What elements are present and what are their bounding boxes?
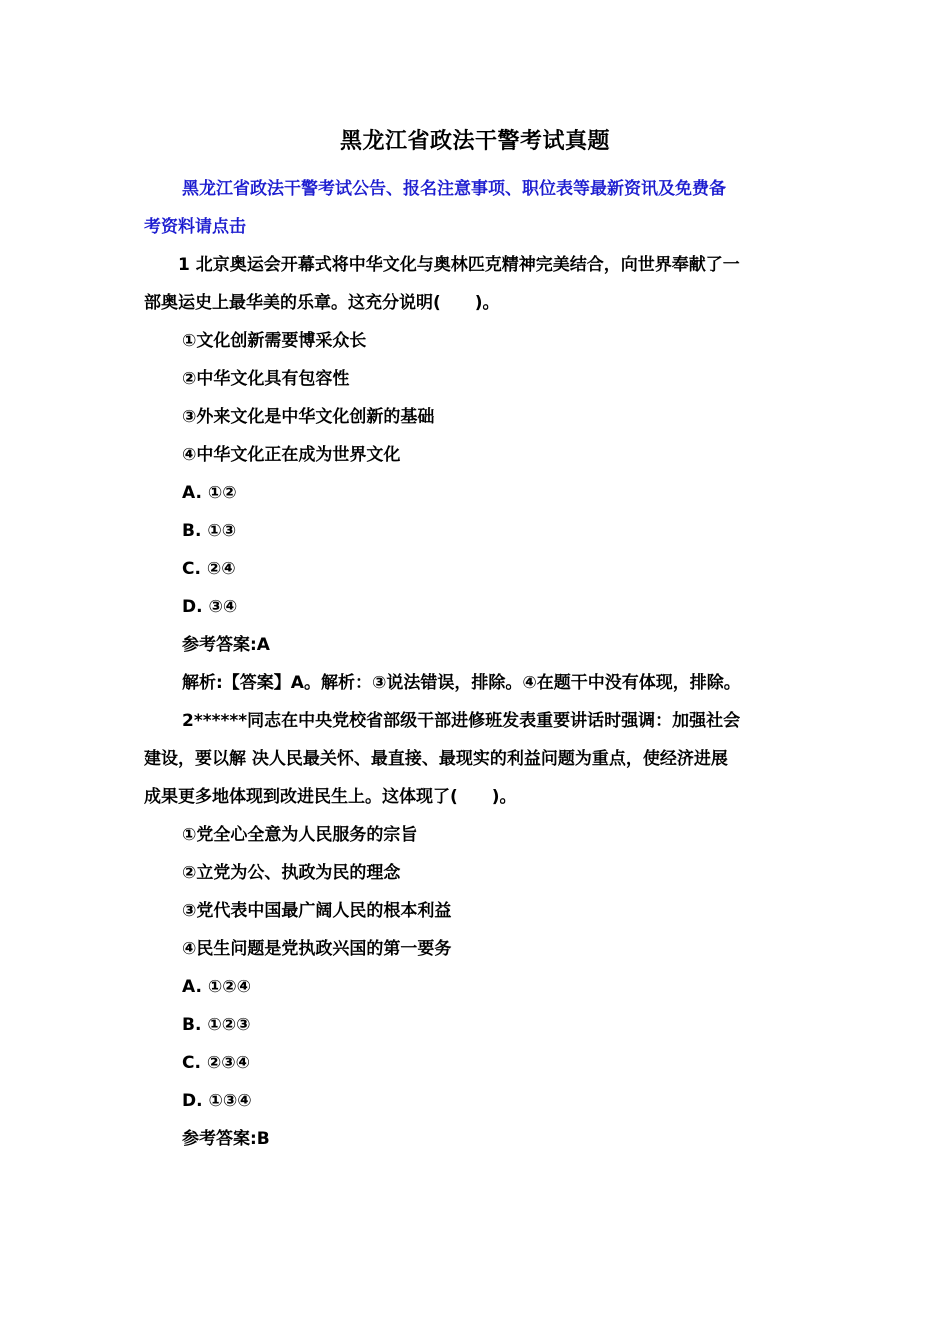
q1-statement-2: ②中华文化具有包容性: [182, 369, 350, 389]
q2-statement-1: ①党全心全意为人民服务的宗旨: [182, 825, 418, 845]
q2-answer: 参考答案:B: [182, 1129, 270, 1149]
q1-analysis: 解析:【答案】A。解析：③说法错误，排除。④在题干中没有体现，排除。: [182, 673, 741, 693]
q1-option-b: B. ①③: [182, 521, 237, 541]
q1-statement-3: ③外来文化是中华文化创新的基础: [182, 407, 435, 427]
q2-statement-2: ②立党为公、执政为民的理念: [182, 863, 401, 883]
q2-option-d: D. ①③④: [182, 1091, 252, 1111]
q1-answer: 参考答案:A: [182, 635, 270, 655]
q2-stem-line2: 建设，要以解 决人民最关怀、最直接、最现实的利益问题为重点，使经济进展: [144, 749, 728, 769]
q2-option-c: C. ②③④: [182, 1053, 251, 1073]
q2-stem-line3: 成果更多地体现到改进民生上。这体现了( )。: [144, 787, 517, 807]
q1-statement-4: ④中华文化正在成为世界文化: [182, 445, 401, 465]
q1-stem-line1: 1 北京奥运会开幕式将中华文化与奥林匹克精神完美结合，向世界奉献了一: [178, 255, 740, 275]
q1-option-d: D. ③④: [182, 597, 238, 617]
q2-option-b: B. ①②③: [182, 1015, 251, 1035]
q2-stem-line1: 2******同志在中央党校省部级干部进修班发表重要讲话时强调：加强社会: [182, 711, 741, 731]
q2-option-a: A. ①②④: [182, 977, 252, 997]
document-title: 黑龙江省政法干警考试真题: [339, 129, 610, 154]
promo-link-line2[interactable]: 考资料请点击: [144, 217, 246, 237]
q1-stem-line2: 部奥运史上最华美的乐章。这充分说明( )。: [144, 293, 500, 313]
q2-statement-4: ④民生问题是党执政兴国的第一要务: [182, 939, 452, 959]
q1-statement-1: ①文化创新需要博采众长: [182, 331, 367, 351]
q1-option-c: C. ②④: [182, 559, 236, 579]
q1-option-a: A. ①②: [182, 483, 237, 503]
promo-link-line1[interactable]: 黑龙江省政法干警考试公告、报名注意事项、职位表等最新资讯及免费备: [182, 179, 726, 199]
q2-statement-3: ③党代表中国最广阔人民的根本利益: [182, 901, 452, 921]
